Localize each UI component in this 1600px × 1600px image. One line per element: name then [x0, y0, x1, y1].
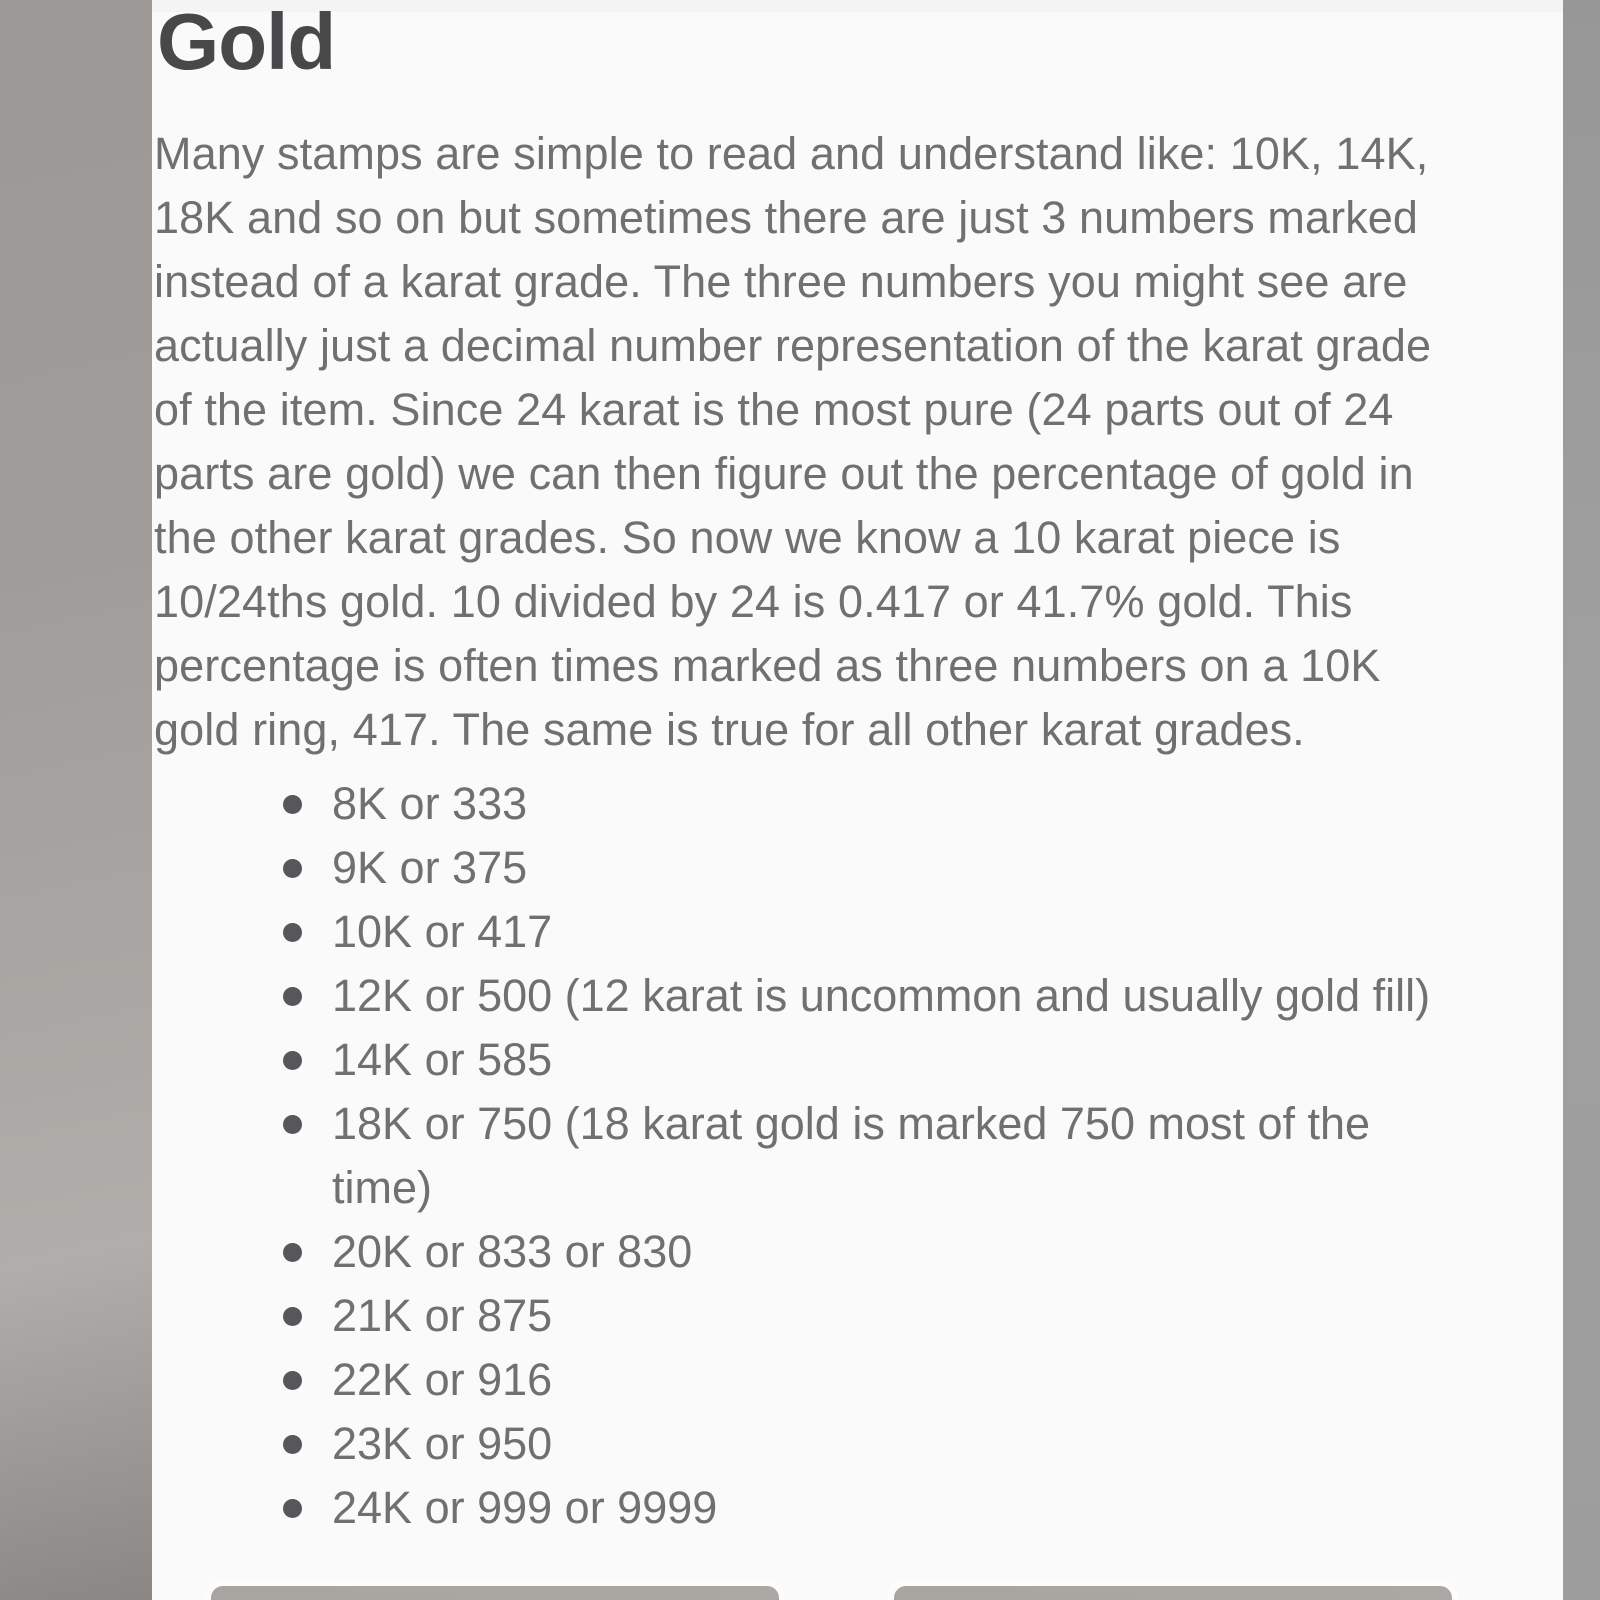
list-item	[154, 1412, 1472, 1476]
page-top-strip	[152, 0, 1563, 12]
bottom-button-right-surface	[894, 1586, 1452, 1600]
bullet-icon	[283, 1307, 302, 1326]
list-item	[154, 1092, 1472, 1220]
list-item	[154, 1220, 1472, 1284]
list-item	[154, 1348, 1472, 1412]
bullet-icon	[283, 1051, 302, 1070]
list-item-text: 12K or 500 (12 karat is uncommon and usually gold fill)	[332, 970, 1431, 1021]
bullet-icon	[283, 1499, 302, 1518]
bullet-icon	[283, 1371, 302, 1390]
list-item	[154, 1284, 1472, 1348]
photo-margin-right	[1563, 0, 1600, 1600]
bottom-button-left[interactable]	[205, 1578, 785, 1600]
karat-grade-list	[154, 772, 1472, 1540]
photo-margin-left	[0, 0, 152, 1600]
bullet-icon	[283, 923, 302, 942]
page-title: Gold	[157, 0, 336, 86]
list-item-text: 9K or 375	[332, 842, 528, 893]
bullet-icon	[283, 1243, 302, 1262]
list-item-text: 8K or 333	[332, 778, 528, 829]
document-page	[152, 0, 1563, 1600]
list-item-text: 14K or 585	[332, 1034, 553, 1085]
list-item-text: 24K or 999 or 9999	[332, 1482, 718, 1533]
list-item-text: 21K or 875	[332, 1290, 553, 1341]
bullet-icon	[283, 987, 302, 1006]
list-item-text: 20K or 833 or 830	[332, 1226, 693, 1277]
list-item	[154, 1028, 1472, 1092]
list-item-text: 23K or 950	[332, 1418, 553, 1469]
bullet-icon	[283, 795, 302, 814]
bottom-button-right[interactable]	[888, 1578, 1458, 1600]
bullet-icon	[283, 859, 302, 878]
list-item	[154, 772, 1472, 836]
list-item	[154, 1476, 1472, 1540]
bullet-icon	[283, 1115, 302, 1134]
list-item-text: 18K or 750 (18 karat gold is marked 750 most of the time)	[332, 1098, 1371, 1213]
intro-paragraph: Many stamps are simple to read and understand like: 10K, 14K, 18K and so on but sometimes there are just 3 numbers marked instead of a karat grade. The three numbers you might see are actually just a decimal number representation of the karat grade of the item. Since 24 karat is the most pure (24 parts out of 24 parts are gold) we can then figure out the percentage of gold in the other karat grades. So now we know a 10 karat piece is 10/24ths gold. 10 divided by 24 is 0.417 or 41.7% gold. This percentage is often times marked as three numbers on a 10K gold ring, 417. The same is true for all other karat grades.	[154, 128, 1432, 755]
list-item-text: 10K or 417	[332, 906, 553, 957]
bottom-button-left-surface	[211, 1586, 779, 1600]
list-item-text: 22K or 916	[332, 1354, 553, 1405]
list-item	[154, 836, 1472, 900]
list-item	[154, 964, 1472, 1028]
list-item	[154, 900, 1472, 964]
bullet-icon	[283, 1435, 302, 1454]
